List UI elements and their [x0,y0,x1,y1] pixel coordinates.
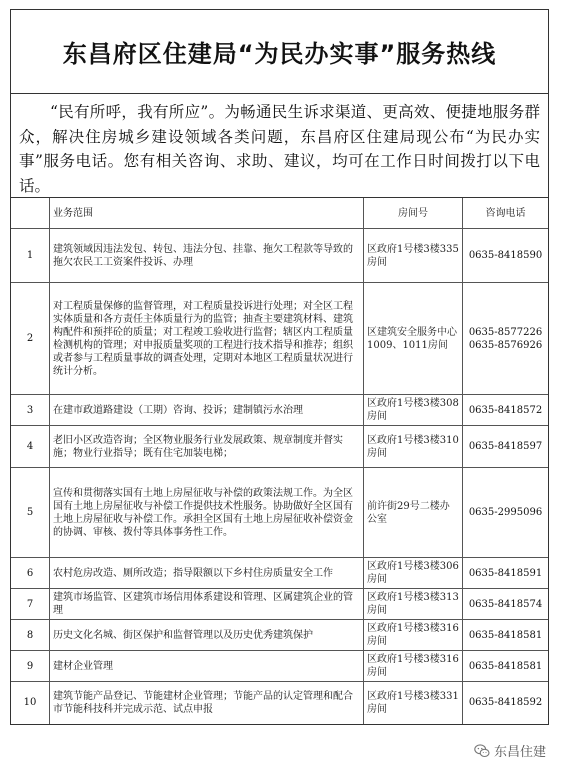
row-phone: 0635-8418581 [463,620,549,651]
header-scope: 业务范围 [50,198,364,229]
document-frame [10,9,549,725]
row-scope: 建筑领域因违法发包、转包、违法分包、挂靠、拖欠工程款等导致的拖欠农民工工资案件投诉、办理 [50,229,364,283]
table-body [11,229,548,724]
row-room: 区政府1号楼3楼316房间 [364,620,463,651]
table-row [11,229,548,283]
row-room: 前许街29号二楼办公室 [364,468,463,558]
row-room: 区政府1号楼3楼335房间 [364,229,463,283]
row-scope: 在建市政道路建设（工期）咨询、投诉；建制镇污水治理 [50,395,364,426]
row-scope: 农村危房改造、厕所改造；指导限额以下乡村住房质量安全工作 [50,558,364,589]
row-room: 区政府1号楼3楼306房间 [364,558,463,589]
wechat-icon [474,743,490,759]
table-row [11,589,548,620]
row-room: 区政府1号楼3楼310房间 [364,426,463,468]
row-phone: 0635-8577226 0635-8576926 [463,283,549,395]
row-room: 区政府1号楼3楼308房间 [364,395,463,426]
row-scope: 历史文化名城、街区保护和监督管理以及历史优秀建筑保护 [50,620,364,651]
row-number: 4 [11,426,50,468]
row-number: 10 [11,682,50,724]
row-number: 6 [11,558,50,589]
row-scope: 宣传和贯彻落实国有土地上房屋征收与补偿的政策法规工作。为全区国有土地上房屋征收与补偿工作提供技术性服务。协助做好全区国有土地上房屋征收与补偿工作。承担全区国有土地上房屋征收补偿资金的协调、审核、拨付等具体事务性工作。 [50,468,364,558]
row-number: 7 [11,589,50,620]
row-phone: 0635-8418592 [463,682,549,724]
row-room: 区政府1号楼3楼313房间 [364,589,463,620]
row-scope: 建筑节能产品登记、节能建材企业管理；节能产品的认定管理和配合市节能科技科并完成示范、试点申报 [50,682,364,724]
table-row [11,620,548,651]
row-number: 9 [11,651,50,682]
row-phone: 0635-2995096 [463,468,549,558]
row-room: 区建筑安全服务中心1009、1011房间 [364,283,463,395]
row-phone: 0635-8418581 [463,651,549,682]
row-room: 区政府1号楼3楼331房间 [364,682,463,724]
row-number: 8 [11,620,50,651]
document-title: 东昌府区住建局“为民办实事”服务热线 [11,10,548,94]
table-row [11,682,548,724]
row-number: 1 [11,229,50,283]
row-phone: 0635-8418590 [463,229,549,283]
header-number [11,198,50,229]
row-number: 5 [11,468,50,558]
wechat-watermark [474,741,546,760]
table-row [11,283,548,395]
row-room: 区政府1号楼3楼316房间 [364,651,463,682]
table-header-row [11,198,548,229]
watermark-text: 东昌住建 [494,745,547,760]
table-row [11,651,548,682]
table-row [11,395,548,426]
table-row [11,558,548,589]
row-phone: 0635-8418591 [463,558,549,589]
row-phone: 0635-8418574 [463,589,549,620]
service-table [11,198,548,724]
header-phone: 咨询电话 [463,198,549,229]
row-scope: 建材企业管理 [50,651,364,682]
row-scope: 对工程质量保修的监督管理，对工程质量投诉进行处理；对全区工程实体质量和各方责任主体质量行为的监管；抽查主要建筑材料、建筑构配件和预拌砼的质量；对工程竣工验收进行监督；辖区内工程质量检测机构的管理；对申报质量奖项的工程进行技术指导和推荐；组织或者参与工程质量事故的调查处理，定期对本地区工程质量状况进行统计分析。 [50,283,364,395]
intro-paragraph: “民有所呼，我有所应”。为畅通民生诉求渠道、更高效、便捷地服务群众，解决住房城乡建设领域各类问题，东昌府区住建局现公布“为民办实事”服务电话。您有相关咨询、求助、建议，均可在工作日时间拨打以下电话。 [11,94,548,198]
row-phone: 0635-8418597 [463,426,549,468]
header-room: 房间号 [364,198,463,229]
table-row [11,426,548,468]
row-scope: 老旧小区改造咨询；全区物业服务行业发展政策、规章制度并督实施；物业行业指导；既有住宅加装电梯； [50,426,364,468]
row-number: 3 [11,395,50,426]
row-number: 2 [11,283,50,395]
row-phone: 0635-8418572 [463,395,549,426]
row-scope: 建筑市场监管、区建筑市场信用体系建设和管理、区属建筑企业的管理 [50,589,364,620]
table-row [11,468,548,558]
